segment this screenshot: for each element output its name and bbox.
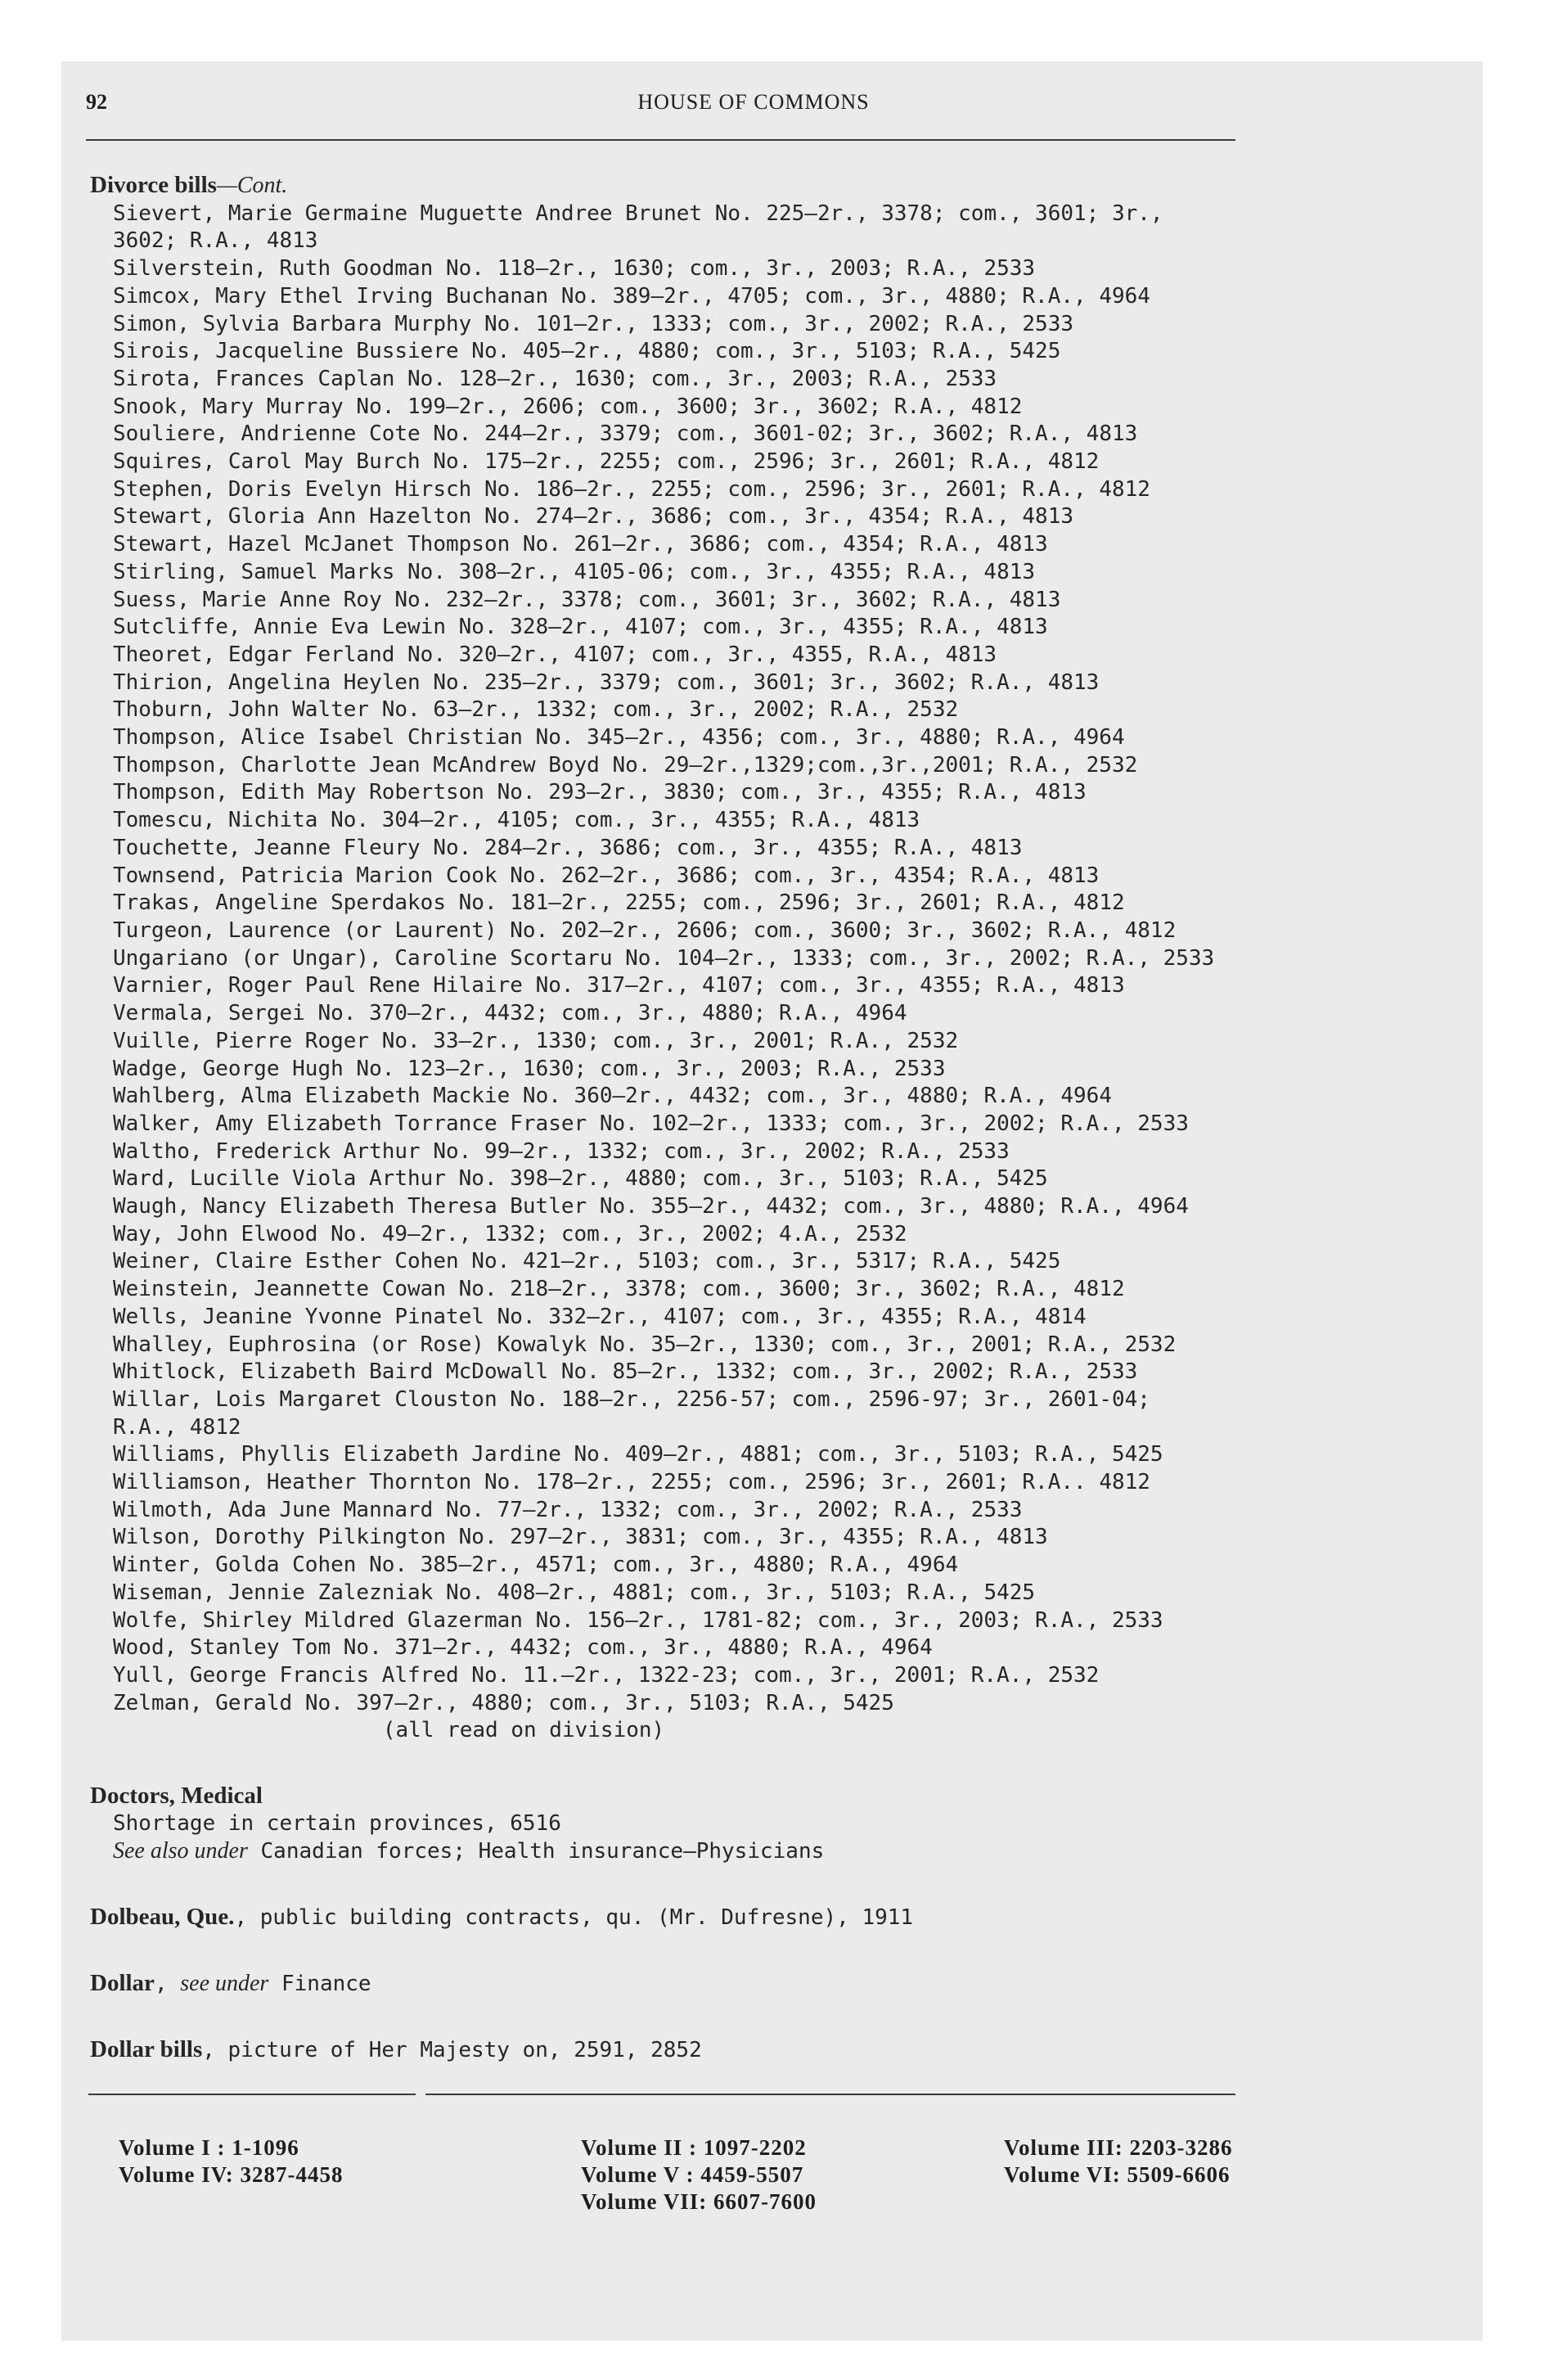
volume-range: Volume I : 1-1096 <box>119 2135 299 2160</box>
entry-reference: No. 398–2r., 4880; com., 3r., 5103; R.A., 5425 <box>458 1166 1048 1192</box>
entry-name: Turgeon, Laurence (or Laurent) <box>113 917 497 943</box>
divorce-entry <box>90 1276 1342 1304</box>
dollar-target: Finance <box>268 1971 371 1996</box>
entry-reference: No. 102–2r., 1333; com., 3r., 2002; R.A., 2533 <box>599 1111 1189 1136</box>
divorce-entry <box>90 724 1342 752</box>
volume-range: Volume IV: 3287-4458 <box>119 2162 344 2187</box>
entry-name: Snook, Mary Murray <box>113 394 344 419</box>
entry-reference: No. 304–2r., 4105; com., 3r., 4355; R.A., 4813 <box>331 808 920 833</box>
divorce-entry <box>90 1386 1342 1414</box>
entry-name: Squires, Carol May Burch <box>113 449 421 475</box>
divorce-entry <box>90 394 1342 421</box>
entry-name: Stewart, Gloria Ann Hazelton <box>113 504 472 530</box>
entry-name: Stewart, Hazel McJanet Thompson <box>113 532 511 557</box>
entry-name: Willar, Lois Margaret Clouston <box>113 1386 497 1412</box>
divorce-entry <box>90 1111 1342 1138</box>
entry-reference: No. 261–2r., 3686; com., 4354; R.A., 4813 <box>522 532 1048 557</box>
entry-reference: No. 371–2r., 4432; com., 3r., 4880; R.A., 4964 <box>343 1635 933 1661</box>
entry-reference: No. 405–2r., 4880; com., 3r., 5103; R.A., 5425 <box>471 339 1061 364</box>
volume-range: Volume VII: 6607-7600 <box>581 2189 817 2214</box>
entry-reference: No. 186–2r., 2255; com., 2596; 3r., 2601; R.A., 4812 <box>484 476 1150 502</box>
entry-reference: No. 181–2r., 2255; com., 2596; 3r., 2601; R.A., 4812 <box>458 890 1125 916</box>
entry-reference: No. 385–2r., 4571; com., 3r., 4880; R.A., 4964 <box>369 1553 959 1578</box>
divorce-entry <box>90 559 1342 587</box>
divorce-entry <box>90 890 1342 917</box>
entry-reference: No. 123–2r., 1630; com., 3r., 2003; R.A., 2533 <box>356 1056 946 1081</box>
see-also-label: See also under <box>113 1838 248 1864</box>
divorce-entry <box>90 503 1342 531</box>
entry-reference: No. 35–2r., 1330; com., 3r., 2001; R.A., 2532 <box>599 1332 1177 1357</box>
entry-name: Wood, Stanley Tom <box>113 1635 331 1661</box>
volume-column-2 <box>581 2134 817 2215</box>
header-rule <box>86 139 1235 141</box>
entry-name: Waugh, Nancy Elizabeth Theresa Butler <box>113 1194 587 1219</box>
entry-reference: No. 188–2r., 2256-57; com., 2596-97; 3r., 2601-04; <box>510 1386 1150 1412</box>
divorce-entry <box>90 807 1342 835</box>
divorce-entry <box>90 642 1342 669</box>
entry-name: Vermala, Sergei <box>113 1001 305 1026</box>
divorce-entry <box>90 338 1342 366</box>
entry-name: Wahlberg, Alma Elizabeth Mackie <box>113 1084 511 1109</box>
divorce-entry <box>90 1221 1342 1249</box>
entry-reference: No. 178–2r., 2255; com., 2596; 3r., 2601; R.A.. 4812 <box>484 1470 1150 1495</box>
divorce-entry <box>90 1083 1342 1111</box>
divorce-bills-heading <box>90 172 1342 201</box>
entry-name: Waltho, Frederick Arthur <box>113 1138 421 1164</box>
divorce-entry <box>90 1359 1342 1386</box>
divorce-entry <box>90 669 1342 697</box>
entry-reference: No. 328–2r., 4107; com., 3r., 4355; R.A., 4813 <box>458 615 1048 640</box>
divorce-entry <box>90 1028 1342 1056</box>
volume-range: Volume VI: 5509-6606 <box>1004 2162 1231 2187</box>
divorce-entry <box>90 476 1342 504</box>
continued-label: —Cont. <box>216 173 288 198</box>
entry-name: Suess, Marie Anne Roy <box>113 587 382 612</box>
divorce-entry <box>90 1662 1342 1690</box>
entry-name: Stephen, Doris Evelyn Hirsch <box>113 476 472 502</box>
divorce-entry <box>90 283 1342 311</box>
see-under-label: see under <box>180 1970 269 1996</box>
entry-reference: No. 235–2r., 3379; com., 3601; 3r., 3602; R.A., 4813 <box>433 669 1100 695</box>
entry-reference: No. 49–2r., 1332; com., 3r., 2002; 4.A., 2532 <box>331 1221 907 1246</box>
entry-reference: No. 175–2r., 2255; com., 2596; 3r., 2601; R.A., 4812 <box>433 449 1100 475</box>
entry-name: Wolfe, Shirley Mildred Glazerman <box>113 1607 523 1633</box>
divorce-entry <box>90 1497 1342 1525</box>
divorce-entry <box>90 1056 1342 1084</box>
divorce-entry <box>90 201 1342 228</box>
entry-name: Varnier, Roger Paul Rene Hilaire <box>113 973 523 998</box>
entry-name: Silverstein, Ruth Goodman <box>113 256 434 282</box>
entry-reference: No. 225–2r., 3378; com., 3601; 3r., <box>714 201 1163 226</box>
divorce-entry <box>90 1165 1342 1193</box>
entry-name: Way, John Elwood <box>113 1221 318 1246</box>
entry-name: Townsend, Patricia Marion Cook <box>113 863 497 888</box>
divorce-entry <box>90 972 1342 1000</box>
divorce-entry <box>90 614 1342 642</box>
entry-reference: No. 99–2r., 1332; com., 3r., 2002; R.A., 2533 <box>433 1138 1010 1164</box>
footer-rule-right <box>425 2094 1235 2095</box>
doctors-see-also <box>90 1837 1342 1866</box>
entry-reference: No. 293–2r., 3830; com., 3r., 4355; R.A., 4813 <box>497 780 1087 805</box>
dollar-comma: , <box>154 1971 181 1996</box>
entry-name: Yull, George Francis Alfred <box>113 1662 459 1688</box>
entry-reference: No. 218–2r., 3378; com., 3600; 3r., 3602; R.A., 4812 <box>458 1277 1125 1302</box>
entry-reference: No. 199–2r., 2606; com., 3600; 3r., 3602; R.A., 4812 <box>356 394 1023 419</box>
entry-continuation: 3602; R.A., 4813 <box>113 228 318 254</box>
entry-reference: No. 320–2r., 4107; com., 3r., 4355, R.A., 4813 <box>407 642 997 667</box>
entry-name: Souliere, Andrienne Cote <box>113 421 421 447</box>
page-header <box>86 90 1421 123</box>
entry-name: Walker, Amy Elizabeth Torrance Fraser <box>113 1111 587 1136</box>
divorce-entry <box>90 779 1342 807</box>
entry-name: Weiner, Claire Esther Cohen <box>113 1249 459 1274</box>
entry-reference: No. 128–2r., 1630; com., 3r., 2003; R.A., 2533 <box>407 366 997 391</box>
entry-reference: No. 421–2r., 5103; com., 3r., 5317; R.A., 5425 <box>471 1249 1061 1274</box>
entry-name: Wilmoth, Ada June Mannard <box>113 1497 434 1522</box>
footer-rule-left <box>88 2094 416 2095</box>
divorce-entry <box>90 835 1342 863</box>
see-also-targets: Canadian forces; Health insurance–Physicians <box>247 1839 825 1864</box>
dollar-heading: Dollar <box>90 1969 155 1996</box>
divorce-entry <box>90 1690 1342 1718</box>
divorce-entry <box>90 1634 1342 1662</box>
entry-reference: No. 104–2r., 1333; com., 3r., 2002; R.A., 2533 <box>625 945 1215 971</box>
entry-reference: No. 63–2r., 1332; com., 3r., 2002; R.A., 2532 <box>381 697 959 723</box>
entry-name: Thompson, Charlotte Jean McAndrew Boyd <box>113 752 600 778</box>
entry-name: Williamson, Heather Thornton <box>113 1470 472 1495</box>
entry-name: Sirota, Frances Caplan <box>113 366 395 391</box>
entry-name: Sievert, Marie Germaine Muguette Andree Brunet <box>113 201 703 226</box>
divorce-entry-list <box>90 201 1342 1718</box>
volume-column-1 <box>119 2134 344 2188</box>
entry-reference: No. 345–2r., 4356; com., 3r., 4880; R.A., 4964 <box>535 725 1125 751</box>
dolbeau-text: , public building contracts, qu. (Mr. Dufresne), 1911 <box>234 1905 914 1931</box>
entry-name: Sutcliffe, Annie Eva Lewin <box>113 615 446 640</box>
volume-range: Volume III: 2203-3286 <box>1004 2135 1233 2160</box>
entry-name: Wiseman, Jennie Zalezniak <box>113 1580 434 1605</box>
doctors-subentry: Shortage in certain provinces, 6516 <box>113 1810 561 1836</box>
entry-reference: No. 308–2r., 4105-06; com., 3r., 4355; R.A., 4813 <box>407 559 1036 584</box>
doctors-heading: Doctors, Medical <box>90 1783 263 1810</box>
entry-name: Sirois, Jacqueline Bussiere <box>113 339 459 364</box>
entry-name: Winter, Golda Cohen <box>113 1553 357 1578</box>
volume-range: Volume II : 1097-2202 <box>581 2135 807 2160</box>
page-number: 92 <box>86 90 107 114</box>
entry-reference: No. 244–2r., 3379; com., 3601-02; 3r., 3602; R.A., 4813 <box>433 421 1138 447</box>
entry-name: Simon, Sylvia Barbara Murphy <box>113 311 472 336</box>
divorce-entry <box>90 696 1342 724</box>
running-head: HOUSE OF COMMONS <box>637 90 870 114</box>
divorce-entry <box>90 1304 1342 1332</box>
entry-name: Thirion, Angelina Heylen <box>113 669 421 695</box>
entry-reference: No. 101–2r., 1333; com., 3r., 2002; R.A., 2533 <box>484 311 1074 336</box>
entry-reference: No. 11.–2r., 1322-23; com., 3r., 2001; R.A., 2532 <box>471 1662 1100 1688</box>
entry-name: Thompson, Edith May Robertson <box>113 780 484 805</box>
entry-reference: No. 156–2r., 1781-82; com., 3r., 2003; R.A., 2533 <box>535 1607 1163 1633</box>
divorce-entry <box>90 1193 1342 1221</box>
entry-name: Wells, Jeanine Yvonne Pinatel <box>113 1304 484 1329</box>
dolbeau-entry <box>90 1904 1342 1932</box>
entry-name: Vuille, Pierre Roger <box>113 1028 370 1053</box>
entry-name: Touchette, Jeanne Fleury <box>113 835 421 860</box>
entry-name: Wadge, George Hugh <box>113 1056 344 1081</box>
volume-range: Volume V : 4459-5507 <box>581 2162 804 2187</box>
divorce-entry <box>90 945 1342 973</box>
entry-reference: No. 232–2r., 3378; com., 3601; 3r., 3602; R.A., 4813 <box>394 587 1061 612</box>
entry-reference: No. 397–2r., 4880; com., 3r., 5103; R.A., 5425 <box>304 1690 894 1715</box>
dollar-bills-entry <box>90 2036 1342 2065</box>
divorce-entry <box>90 449 1342 476</box>
divorce-entry <box>90 366 1342 394</box>
divorce-entry <box>90 1248 1342 1276</box>
entry-reference: No. 262–2r., 3686; com., 3r., 4354; R.A., 4813 <box>510 863 1100 888</box>
entry-name: Thompson, Alice Isabel Christian <box>113 725 523 751</box>
entry-reference: No. 274–2r., 3686; com., 3r., 4354; R.A., 4813 <box>484 504 1074 530</box>
divorce-entry <box>90 531 1342 559</box>
entry-reference: No. 355–2r., 4432; com., 3r., 4880; R.A., 4964 <box>599 1194 1189 1219</box>
divorce-entry <box>90 1000 1342 1028</box>
entry-name: Stirling, Samuel Marks <box>113 559 395 584</box>
divorce-entry <box>90 1607 1342 1635</box>
dollar-entry <box>90 1970 1342 1999</box>
entry-reference: No. 389–2r., 4705; com., 3r., 4880; R.A., 4964 <box>560 283 1150 309</box>
divorce-entry <box>90 311 1342 339</box>
index-content <box>90 172 1342 2064</box>
divorce-entry <box>90 752 1342 780</box>
entry-name: Ungariano (or Ungar), Caroline Scortaru <box>113 945 613 971</box>
entry-reference: No. 409–2r., 4881; com., 3r., 5103; R.A., 5425 <box>574 1442 1163 1467</box>
dollar-bills-text: , picture of Her Majesty on, 2591, 2852 <box>202 2037 702 2062</box>
doctors-entry <box>90 1783 1342 1866</box>
entry-name: Whitlock, Elizabeth Baird McDowall <box>113 1359 549 1385</box>
entry-reference: No. 85–2r., 1332; com., 3r., 2002; R.A., 2533 <box>560 1359 1138 1385</box>
entry-name: Trakas, Angeline Sperdakos <box>113 890 446 916</box>
entry-continuation: R.A., 4812 <box>113 1414 241 1440</box>
entry-reference: No. 317–2r., 4107; com., 3r., 4355; R.A., 4813 <box>535 973 1125 998</box>
entry-name: Ward, Lucille Viola Arthur <box>113 1166 446 1192</box>
entry-reference: No. 202–2r., 2606; com., 3600; 3r., 3602; R.A., 4812 <box>510 917 1177 943</box>
division-note: (all read on division) <box>382 1718 665 1743</box>
entry-reference: No. 284–2r., 3686; com., 3r., 4355; R.A., 4813 <box>433 835 1023 860</box>
entry-name: Zelman, Gerald <box>113 1690 293 1715</box>
volume-column-3 <box>1004 2134 1233 2188</box>
divorce-entry <box>90 863 1342 890</box>
entry-reference: No. 33–2r., 1330; com., 3r., 2001; R.A., 2532 <box>381 1028 959 1053</box>
divorce-entry <box>90 1580 1342 1607</box>
divorce-entry <box>90 1469 1342 1497</box>
divorce-entry <box>90 421 1342 449</box>
divorce-entry <box>90 1441 1342 1469</box>
divorce-bills-title: Divorce bills <box>90 172 217 198</box>
entry-name: Tomescu, Nichita <box>113 808 318 833</box>
entry-reference: No. 77–2r., 1332; com., 3r., 2002; R.A., 2533 <box>446 1497 1023 1522</box>
entry-name: Simcox, Mary Ethel Irving Buchanan <box>113 283 549 309</box>
entry-reference: No. 360–2r., 4432; com., 3r., 4880; R.A., 4964 <box>522 1084 1112 1109</box>
entry-name: Williams, Phyllis Elizabeth Jardine <box>113 1442 561 1467</box>
entry-name: Theoret, Edgar Ferland <box>113 642 395 667</box>
divorce-entry <box>90 917 1342 945</box>
entry-reference: No. 118–2r., 1630; com., 3r., 2003; R.A., 2533 <box>446 256 1036 282</box>
divorce-entry <box>90 1332 1342 1359</box>
dollar-bills-heading: Dollar bills <box>90 2035 203 2062</box>
divorce-entry <box>90 1138 1342 1166</box>
divorce-entry <box>90 255 1342 283</box>
entry-name: Wilson, Dorothy Pilkington <box>113 1525 446 1550</box>
entry-reference: No. 370–2r., 4432; com., 3r., 4880; R.A., 4964 <box>317 1001 907 1026</box>
entry-reference: No. 332–2r., 4107; com., 3r., 4355; R.A., 4814 <box>497 1304 1087 1329</box>
entry-name: Weinstein, Jeannette Cowan <box>113 1277 446 1302</box>
entry-reference: No. 297–2r., 3831; com., 3r., 4355; R.A., 4813 <box>458 1525 1048 1550</box>
divorce-entry <box>90 1524 1342 1552</box>
divorce-entry <box>90 587 1342 615</box>
entry-reference: No. 408–2r., 4881; com., 3r., 5103; R.A., 5425 <box>446 1580 1036 1605</box>
entry-name: Whalley, Euphrosina (or Rose) Kowalyk <box>113 1332 587 1357</box>
dolbeau-heading: Dolbeau, Que. <box>90 1904 235 1931</box>
entry-name: Thoburn, John Walter <box>113 697 370 723</box>
divorce-entry <box>90 1552 1342 1580</box>
entry-reference: No. 29–2r.,1329;com.,3r.,2001; R.A., 2532 <box>612 752 1138 778</box>
